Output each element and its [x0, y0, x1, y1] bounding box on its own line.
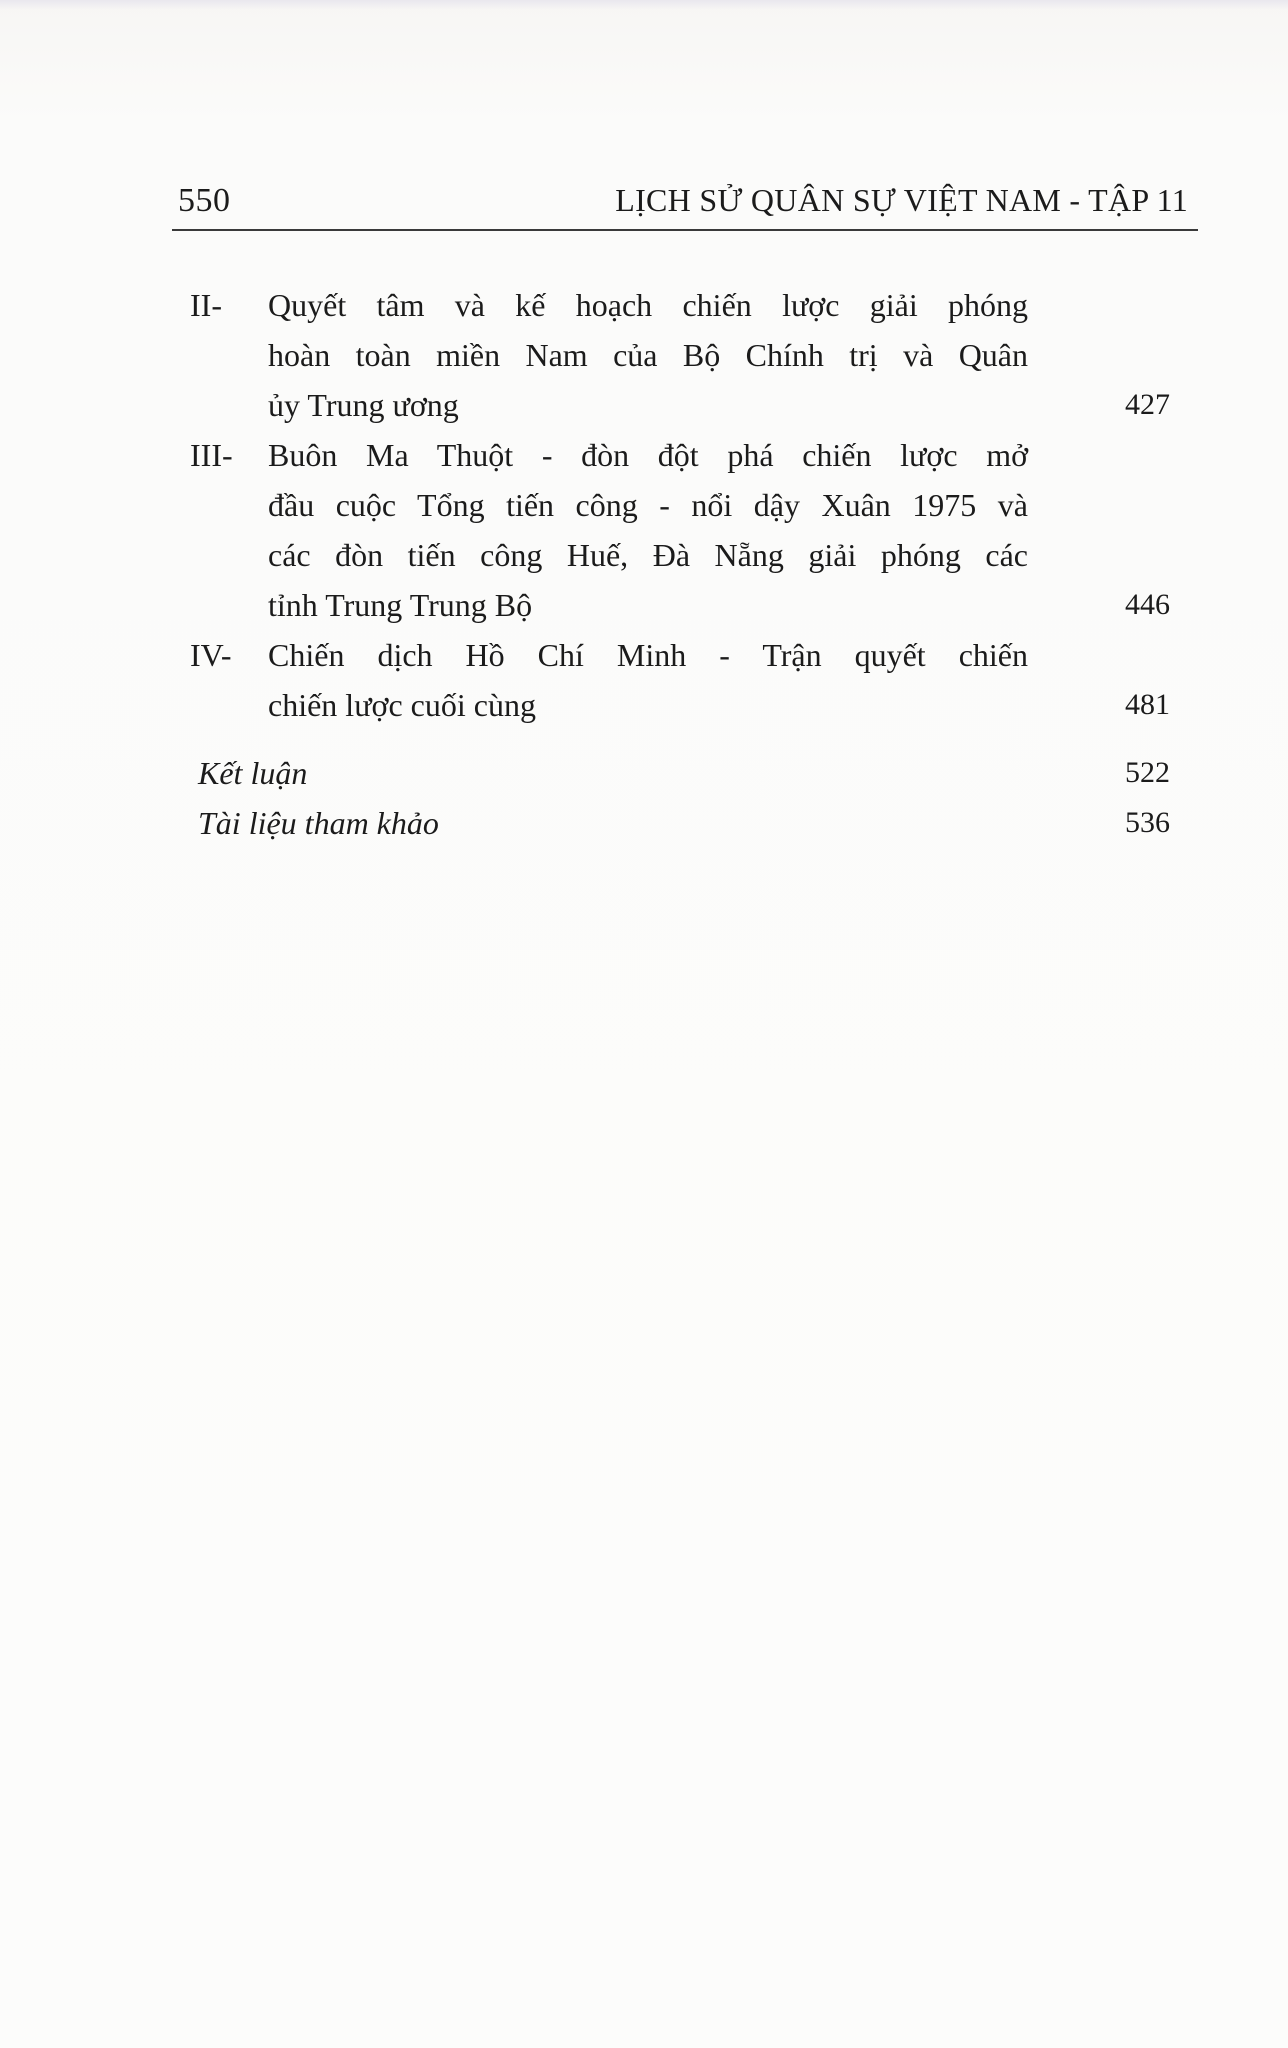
toc-entry-iv[interactable]: [190, 630, 1180, 730]
toc-entry-line: Kết luận: [198, 755, 308, 791]
toc-page-number: 427: [1125, 388, 1170, 421]
header-rule: [172, 229, 1198, 231]
toc-entry-title: [268, 630, 1028, 730]
toc-entry-line: hoàn toàn miền Nam của Bộ Chính trị và Quân: [268, 337, 1028, 373]
toc-entry-line: các đòn tiến công Huế, Đà Nẵng giải phóng các: [268, 537, 1028, 573]
toc-entry-line: chiến lược cuối cùng: [268, 687, 536, 723]
toc-entry-line: Tài liệu tham khảo: [198, 805, 439, 841]
spacer: [190, 730, 1180, 748]
page-number: 550: [178, 182, 231, 219]
toc-entry-title: [268, 280, 1028, 430]
toc-entry-line: đầu cuộc Tổng tiến công - nổi dậy Xuân 1975 và: [268, 487, 1028, 523]
toc-entry-title: [198, 798, 958, 848]
page-header: [178, 182, 1198, 232]
toc-entry-iii[interactable]: [190, 430, 1180, 630]
toc-entry-tai-lieu[interactable]: [190, 798, 1180, 848]
table-of-contents: [190, 280, 1180, 848]
scan-edge: [0, 0, 1288, 10]
toc-page-number: 522: [1125, 756, 1170, 789]
toc-page-number: 446: [1125, 588, 1170, 621]
toc-entry-line: ủy Trung ương: [268, 387, 459, 423]
toc-numeral: III-: [190, 437, 233, 473]
toc-entry-line: Chiến dịch Hồ Chí Minh - Trận quyết chiến: [268, 637, 1028, 673]
toc-entry-line: Buôn Ma Thuột - đòn đột phá chiến lược mở: [268, 437, 1028, 473]
toc-entry-title: [198, 748, 958, 798]
toc-entry-title: [268, 430, 1028, 630]
toc-entry-ii[interactable]: [190, 280, 1180, 430]
toc-entry-ket-luan[interactable]: [190, 748, 1180, 798]
toc-entry-line: Quyết tâm và kế hoạch chiến lược giải phóng: [268, 287, 1028, 323]
running-title: LỊCH SỬ QUÂN SỰ VIỆT NAM - TẬP 11: [615, 182, 1188, 218]
toc-numeral: II-: [190, 287, 222, 323]
toc-numeral: IV-: [190, 637, 232, 673]
toc-page-number: 481: [1125, 688, 1170, 721]
toc-entry-line: tỉnh Trung Trung Bộ: [268, 587, 533, 623]
toc-page-number: 536: [1125, 806, 1170, 839]
